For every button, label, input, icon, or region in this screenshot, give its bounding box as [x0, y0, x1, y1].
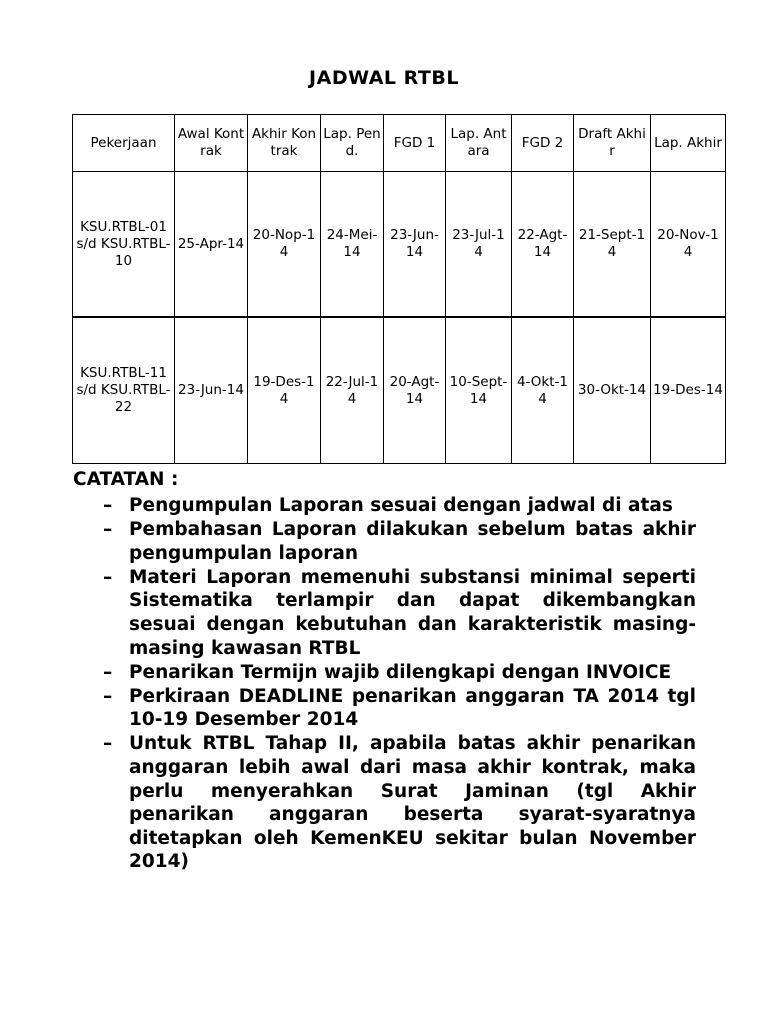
dash-bullet: – — [103, 685, 113, 707]
dash-bullet: – — [103, 495, 113, 516]
table-cell: 20-Agt-14 — [384, 317, 446, 464]
table-cell: 22-Jul-14 — [321, 317, 384, 464]
table-cell: 22-Agt-14 — [512, 172, 574, 318]
note-text: Penarikan Termijn wajib dilengkapi dengan INVOICE — [129, 661, 672, 683]
notes-heading: CATATAN : — [73, 469, 179, 490]
header-fgd-1: FGD 1 — [384, 115, 446, 172]
header-fgd-2: FGD 2 — [512, 115, 574, 172]
table-cell: 4-Okt-14 — [512, 317, 574, 464]
dash-bullet: – — [103, 733, 113, 755]
list-item — [73, 566, 696, 660]
list-item — [73, 685, 696, 732]
note-text: Perkiraan DEADLINE penarikan anggaran TA 2014 tgl 10-19 Desember 2014 — [129, 685, 696, 731]
table-cell: 23-Jun-14 — [175, 317, 248, 464]
notes-list — [73, 494, 696, 874]
table-cell: 19-Des-14 — [651, 317, 726, 464]
note-text: Pembahasan Laporan dilakukan sebelum batas akhir pengumpulan laporan — [129, 519, 696, 564]
table-cell: 19-Des-14 — [248, 317, 321, 464]
header-lap-akhir: Lap. Akhir — [651, 115, 726, 172]
list-item — [73, 518, 696, 565]
table-cell: 30-Okt-14 — [574, 317, 651, 464]
list-item — [73, 494, 696, 518]
header-pekerjaan: Pekerjaan — [73, 115, 175, 172]
table-cell: 23-Jun-14 — [384, 172, 446, 318]
table-cell: KSU.RTBL-01 s/d KSU.RTBL-10 — [73, 172, 175, 318]
table-cell: 10-Sept-14 — [446, 317, 512, 464]
note-text: Untuk RTBL Tahap II, apabila batas akhir penarikan anggaran lebih awal dari masa akhir kontrak, maka perlu menyerahkan Surat Jaminan (tgl Akhir penarikan anggaran beserta syarat-syaratnya ditetapkan oleh KemenKEU sekitar bulan November 2014) — [129, 733, 696, 873]
table-cell: 25-Apr-14 — [175, 172, 248, 318]
dash-bullet: – — [103, 661, 113, 683]
header-lap-antara: Lap. Antara — [446, 115, 512, 172]
header-lap-pend: Lap. Pend. — [321, 115, 384, 172]
table-cell: KSU.RTBL-11 s/d KSU.RTBL-22 — [73, 317, 175, 464]
table-cell: 20-Nov-14 — [651, 172, 726, 318]
table-cell: 20-Nop-14 — [248, 172, 321, 318]
list-item — [73, 732, 696, 874]
header-awal-kontrak: Awal Kontrak — [175, 115, 248, 172]
list-item — [73, 661, 696, 685]
table-cell: 24-Mei-14 — [321, 172, 384, 318]
note-text: Pengumpulan Laporan sesuai dengan jadwal di atas — [129, 495, 673, 516]
table-row — [73, 317, 726, 464]
page-title: JADWAL RTBL — [309, 67, 459, 89]
table-row — [73, 172, 726, 318]
schedule-table — [72, 114, 726, 464]
table-cell: 23-Jul-14 — [446, 172, 512, 318]
dash-bullet: – — [103, 519, 113, 541]
table-cell: 21-Sept-14 — [574, 172, 651, 318]
table-header-row — [73, 115, 726, 172]
dash-bullet: – — [103, 566, 113, 588]
notes-section — [73, 468, 696, 875]
note-text: Materi Laporan memenuhi substansi minimal seperti Sistematika terlampir dan dapat dikembangkan sesuai dengan kebutuhan dan karakteristik masing-masing kawasan RTBL — [129, 566, 696, 659]
header-draft-akhir: Draft Akhir — [574, 115, 651, 172]
header-akhir-kontrak: Akhir Kontrak — [248, 115, 321, 172]
